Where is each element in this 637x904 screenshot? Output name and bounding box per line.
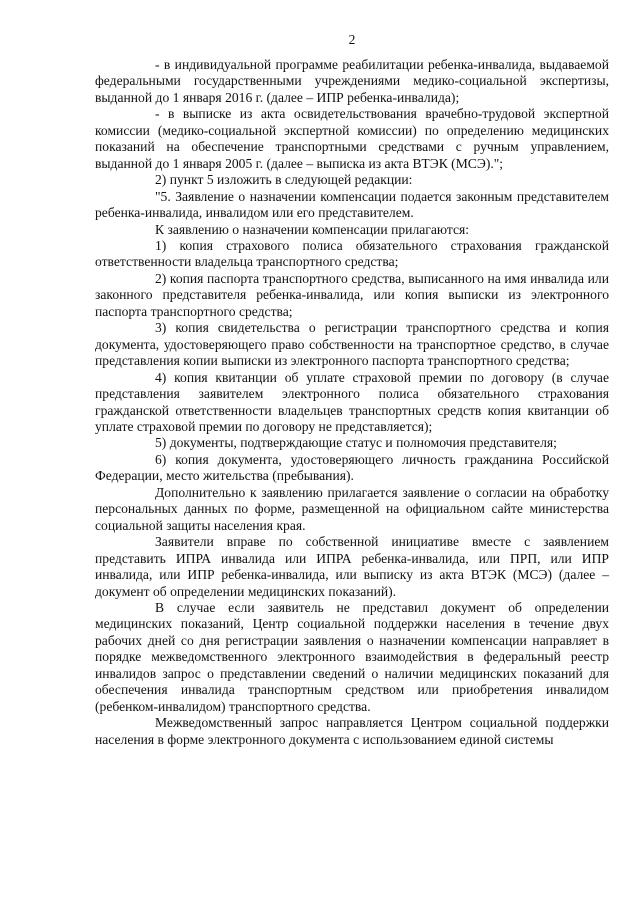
paragraph: В случае если заявитель не представил документ об определении медицинских показаний, Центр социальной поддержки населения в течение двух рабочих дней со дня регистрации заявления о назначении компенсации направляет в порядке межведомственного электронного взаимодействия в федеральный реестр инвалидов запрос о представлении сведений о наличии медицинских показаний для обеспечения инвалида транспортным средством или приобретения инвалидом (ребенком-инвалидом) транспортного средства.: [95, 599, 609, 714]
paragraph: 4) копия квитанции об уплате страховой премии по договору (в случае представления заявителем электронного полиса обязательного страхования гражданской ответственности владельцев транспортных средств копия квитанции об уплате страховой премии по договору не представляется);: [95, 369, 609, 434]
paragraph: 1) копия страхового полиса обязательного страхования гражданской ответственности владельца транспортного средства;: [95, 237, 609, 270]
paragraph: Заявители вправе по собственной инициативе вместе с заявлением представить ИПРА инвалида или ИПРА ребенка-инвалида, или ПРП, или ИПР инвалида, или ИПР ребенка-инвалида, или выписку из акта ВТЭК (МСЭ) (далее – документ об определении медицинских показаний).: [95, 534, 609, 599]
paragraph: 2) копия паспорта транспортного средства, выписанного на имя инвалида или законного представителя ребенка-инвалида, или копия выписки из электронного паспорта транспортного средства;: [95, 270, 609, 319]
document-body: [95, 57, 609, 748]
paragraph: - в индивидуальной программе реабилитации ребенка-инвалида, выдаваемой федеральными государственными учреждениями медико-социальной экспертизы, выданной до 1 января 2016 г. (далее – ИПР ребенка-инвалида);: [95, 57, 609, 105]
paragraph: "5. Заявление о назначении компенсации подается законным представителем ребенка-инвалида, инвалидом или его представителем.: [95, 188, 609, 221]
paragraph: 6) копия документа, удостоверяющего личность гражданина Российской Федерации, место жительства (пребывания).: [95, 451, 609, 484]
paragraph: Дополнительно к заявлению прилагается заявление о согласии на обработку персональных данных по форме, размещенной на официальном сайте министерства социальной защиты населения края.: [95, 484, 609, 533]
paragraph: К заявлению о назначении компенсации прилагаются:: [155, 221, 470, 237]
paragraph: 2) пункт 5 изложить в следующей редакции:: [155, 172, 413, 188]
paragraph: Межведомственный запрос направляется Центром социальной поддержки населения в форме электронного документа с использованием единой системы: [95, 715, 609, 747]
paragraph: 3) копия свидетельства о регистрации транспортного средства и копия документа, удостоверяющего право собственности на транспортное средство, в случае представления копии выписки из электронного паспорта транспортного средства;: [95, 320, 609, 369]
paragraph: 5) документы, подтверждающие статус и полномочия представителя;: [155, 435, 557, 451]
paragraph: - в выписке из акта освидетельствования врачебно-трудовой экспертной комиссии (медико-социальной экспертной комиссии) по определению медицинских показаний на обеспечение транспортными средствами с ручным управлением, выданной до 1 января 2005 г. (далее – выписка из акта ВТЭК (МСЭ).";: [95, 106, 609, 171]
page-number: 2: [348, 32, 356, 47]
